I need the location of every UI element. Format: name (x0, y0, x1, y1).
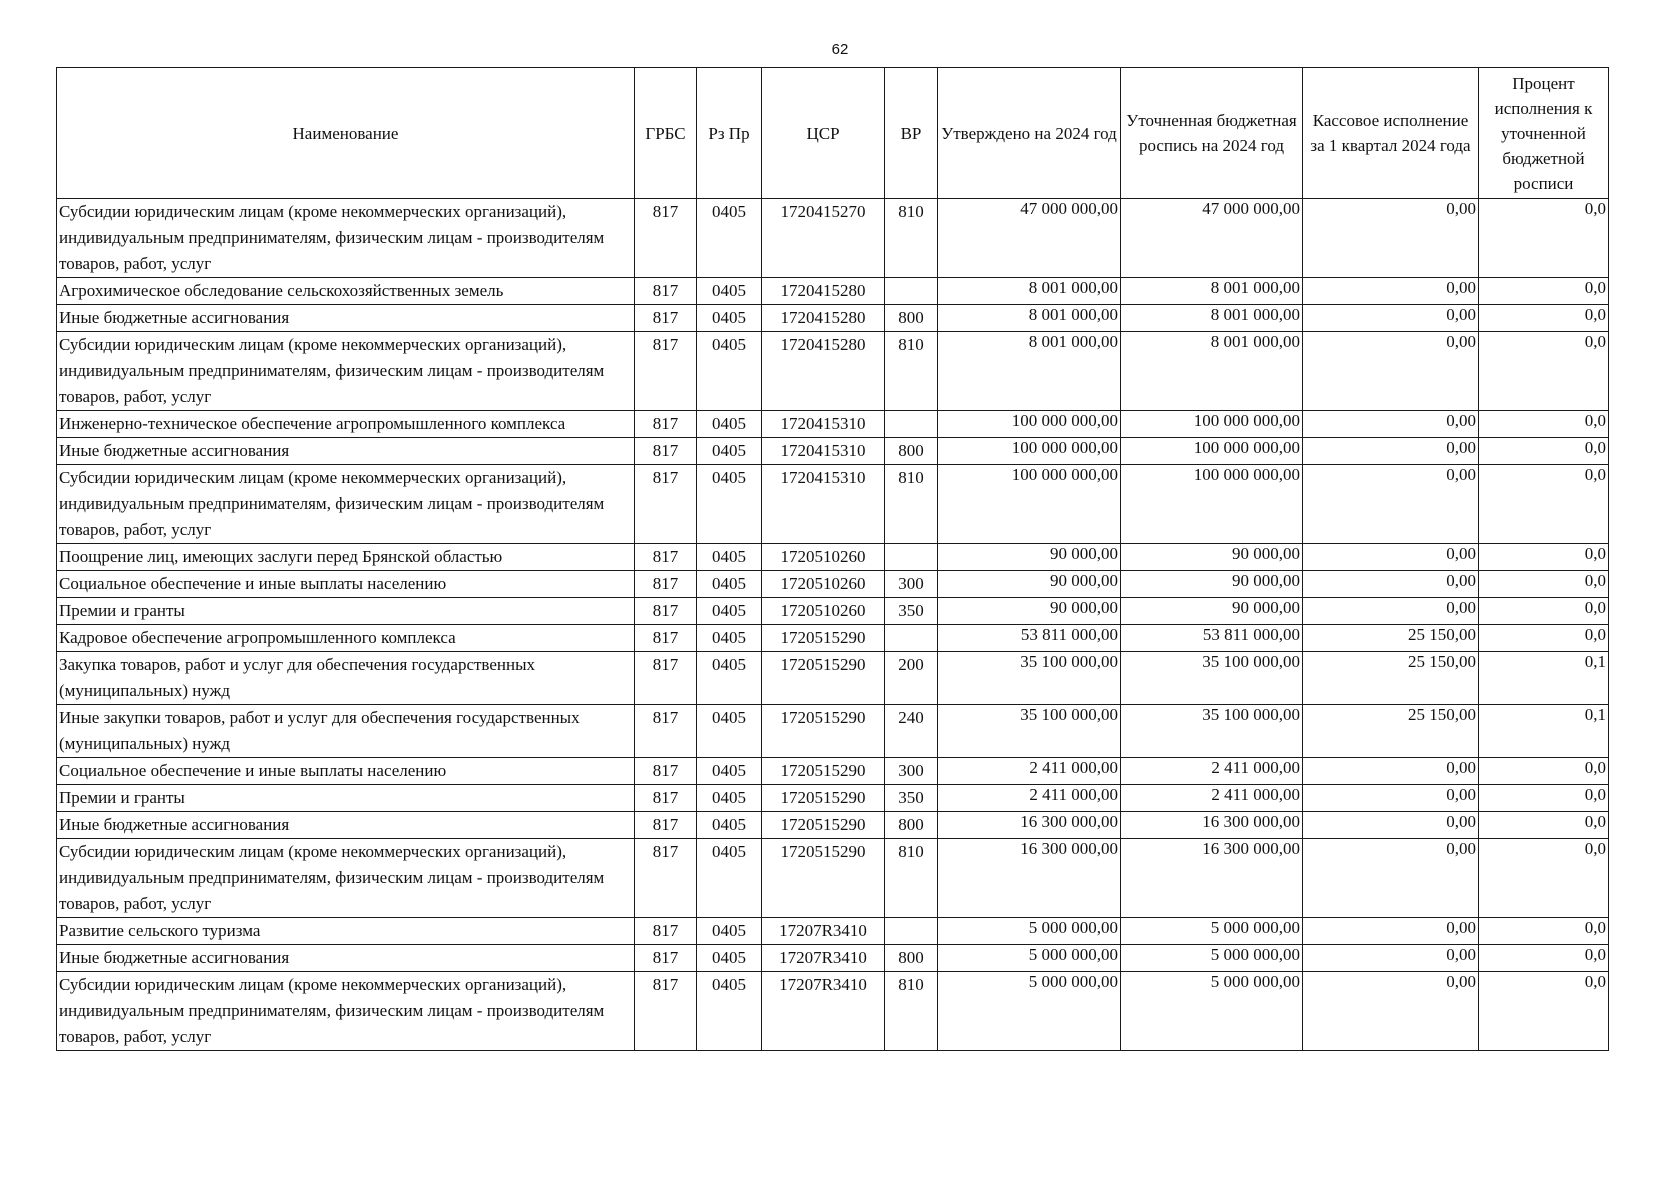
table-row (57, 278, 1609, 305)
cell-cash-value: 0,00 (1446, 332, 1476, 351)
cell-percent (1479, 438, 1609, 465)
cell-cash (1303, 918, 1479, 945)
table-row (57, 625, 1609, 652)
cell-percent (1479, 918, 1609, 945)
cell-csr: 1720415280 (762, 305, 885, 332)
col-header-vr: ВР (885, 68, 938, 199)
cell-refined-value: 5 000 000,00 (1210, 945, 1300, 964)
cell-vr: 810 (885, 839, 938, 918)
cell-percent (1479, 571, 1609, 598)
cell-refined (1121, 571, 1303, 598)
cell-csr: 17207R3410 (762, 918, 885, 945)
cell-refined-value: 90 000,00 (1232, 571, 1300, 590)
cell-cash (1303, 305, 1479, 332)
cell-cash (1303, 598, 1479, 625)
cell-refined-value: 90 000,00 (1232, 544, 1300, 563)
cell-name: Социальное обеспечение и иные выплаты населению (57, 758, 635, 785)
cell-approved-value: 100 000 000,00 (1011, 465, 1118, 484)
cell-refined (1121, 598, 1303, 625)
cell-cash-value: 0,00 (1446, 839, 1476, 858)
cell-percent (1479, 465, 1609, 544)
cell-cash (1303, 652, 1479, 705)
table-row (57, 438, 1609, 465)
cell-grbs: 817 (635, 812, 697, 839)
cell-name: Иные бюджетные ассигнования (57, 812, 635, 839)
cell-refined-value: 16 300 000,00 (1202, 812, 1300, 831)
cell-refined-value: 53 811 000,00 (1202, 625, 1300, 644)
cell-name: Премии и гранты (57, 785, 635, 812)
cell-approved (938, 571, 1121, 598)
cell-cash-value: 0,00 (1446, 199, 1476, 218)
col-header-refined: Уточненная бюджетная роспись на 2024 год (1121, 68, 1303, 199)
cell-cash (1303, 705, 1479, 758)
cell-percent (1479, 652, 1609, 705)
cell-cash (1303, 571, 1479, 598)
cell-percent (1479, 625, 1609, 652)
cell-refined-value: 2 411 000,00 (1211, 785, 1300, 804)
cell-cash (1303, 199, 1479, 278)
table-row (57, 758, 1609, 785)
table-row (57, 705, 1609, 758)
cell-approved (938, 465, 1121, 544)
table-row (57, 918, 1609, 945)
cell-name: Кадровое обеспечение агропромышленного комплекса (57, 625, 635, 652)
cell-rzpr: 0405 (697, 945, 762, 972)
cell-cash-value: 0,00 (1446, 785, 1476, 804)
cell-approved (938, 758, 1121, 785)
cell-rzpr: 0405 (697, 705, 762, 758)
cell-cash-value: 0,00 (1446, 544, 1476, 563)
cell-cash-value: 0,00 (1446, 918, 1476, 937)
cell-percent-value: 0,0 (1584, 972, 1606, 991)
cell-percent-value: 0,0 (1584, 411, 1606, 430)
cell-approved (938, 945, 1121, 972)
cell-grbs: 817 (635, 918, 697, 945)
cell-refined (1121, 839, 1303, 918)
cell-grbs: 817 (635, 278, 697, 305)
cell-vr: 810 (885, 972, 938, 1051)
cell-approved (938, 305, 1121, 332)
cell-cash-value: 0,00 (1446, 278, 1476, 297)
cell-approved-value: 90 000,00 (1050, 571, 1118, 590)
cell-vr (885, 625, 938, 652)
cell-approved (938, 625, 1121, 652)
cell-percent (1479, 598, 1609, 625)
cell-percent-value: 0,0 (1584, 305, 1606, 324)
cell-name: Иные бюджетные ассигнования (57, 945, 635, 972)
cell-rzpr: 0405 (697, 411, 762, 438)
cell-percent-value: 0,1 (1584, 705, 1606, 724)
cell-percent (1479, 705, 1609, 758)
cell-approved-value: 5 000 000,00 (1028, 945, 1118, 964)
col-header-approved: Утверждено на 2024 год (938, 68, 1121, 199)
col-header-rzpr: Рз Пр (697, 68, 762, 199)
cell-approved (938, 839, 1121, 918)
cell-percent-value: 0,0 (1584, 812, 1606, 831)
cell-percent-value: 0,0 (1584, 199, 1606, 218)
cell-approved-value: 8 001 000,00 (1028, 332, 1118, 351)
cell-cash (1303, 438, 1479, 465)
cell-percent-value: 0,0 (1584, 625, 1606, 644)
cell-approved (938, 918, 1121, 945)
cell-name: Иные бюджетные ассигнования (57, 305, 635, 332)
cell-name: Субсидии юридическим лицам (кроме некоммерческих организаций), индивидуальным предпринимателям, физическим лицам - производителям товаров, работ, услуг (57, 199, 635, 278)
cell-approved-value: 53 811 000,00 (1020, 625, 1118, 644)
cell-vr: 240 (885, 705, 938, 758)
cell-approved-value: 2 411 000,00 (1029, 785, 1118, 804)
cell-cash (1303, 785, 1479, 812)
cell-refined-value: 100 000 000,00 (1193, 438, 1300, 457)
cell-percent (1479, 278, 1609, 305)
table-row (57, 652, 1609, 705)
cell-approved-value: 16 300 000,00 (1020, 839, 1118, 858)
table-row (57, 972, 1609, 1051)
cell-grbs: 817 (635, 705, 697, 758)
cell-percent (1479, 411, 1609, 438)
page-number: 62 (831, 41, 849, 58)
cell-csr: 1720415280 (762, 278, 885, 305)
table-row (57, 465, 1609, 544)
cell-refined-value: 100 000 000,00 (1193, 465, 1300, 484)
cell-percent (1479, 812, 1609, 839)
cell-vr: 350 (885, 785, 938, 812)
cell-refined-value: 90 000,00 (1232, 598, 1300, 617)
table-row (57, 199, 1609, 278)
cell-percent-value: 0,0 (1584, 945, 1606, 964)
cell-grbs: 817 (635, 598, 697, 625)
cell-vr: 300 (885, 758, 938, 785)
cell-grbs: 817 (635, 945, 697, 972)
cell-vr: 810 (885, 465, 938, 544)
cell-percent (1479, 332, 1609, 411)
cell-vr: 300 (885, 571, 938, 598)
cell-cash-value: 0,00 (1446, 598, 1476, 617)
cell-approved-value: 35 100 000,00 (1020, 705, 1118, 724)
cell-refined (1121, 918, 1303, 945)
cell-cash-value: 25 150,00 (1408, 652, 1476, 671)
cell-refined (1121, 305, 1303, 332)
table-row (57, 544, 1609, 571)
col-header-csr: ЦСР (762, 68, 885, 199)
cell-percent-value: 0,0 (1584, 839, 1606, 858)
cell-approved-value: 2 411 000,00 (1029, 758, 1118, 777)
cell-refined (1121, 652, 1303, 705)
cell-percent-value: 0,0 (1584, 758, 1606, 777)
cell-cash (1303, 332, 1479, 411)
table-row (57, 411, 1609, 438)
cell-refined (1121, 705, 1303, 758)
cell-name: Субсидии юридическим лицам (кроме некоммерческих организаций), индивидуальным предпринимателям, физическим лицам - производителям товаров, работ, услуг (57, 972, 635, 1051)
cell-csr: 1720415310 (762, 411, 885, 438)
cell-approved (938, 544, 1121, 571)
cell-percent (1479, 785, 1609, 812)
cell-refined-value: 35 100 000,00 (1202, 705, 1300, 724)
cell-csr: 1720515290 (762, 705, 885, 758)
cell-rzpr: 0405 (697, 305, 762, 332)
cell-refined-value: 8 001 000,00 (1210, 278, 1300, 297)
cell-grbs: 817 (635, 199, 697, 278)
cell-approved (938, 598, 1121, 625)
col-header-grbs: ГРБС (635, 68, 697, 199)
cell-vr: 810 (885, 199, 938, 278)
table-body (57, 199, 1609, 1051)
cell-cash (1303, 945, 1479, 972)
cell-refined (1121, 945, 1303, 972)
cell-cash (1303, 278, 1479, 305)
cell-rzpr: 0405 (697, 465, 762, 544)
cell-refined-value: 47 000 000,00 (1202, 199, 1300, 218)
cell-vr (885, 411, 938, 438)
table-row (57, 785, 1609, 812)
cell-approved (938, 199, 1121, 278)
table-row (57, 332, 1609, 411)
cell-refined (1121, 465, 1303, 544)
cell-refined-value: 5 000 000,00 (1210, 972, 1300, 991)
cell-refined (1121, 332, 1303, 411)
cell-refined (1121, 758, 1303, 785)
cell-rzpr: 0405 (697, 332, 762, 411)
cell-name: Агрохимическое обследование сельскохозяйственных земель (57, 278, 635, 305)
cell-cash (1303, 839, 1479, 918)
cell-cash-value: 0,00 (1446, 465, 1476, 484)
cell-refined (1121, 625, 1303, 652)
cell-approved-value: 8 001 000,00 (1028, 305, 1118, 324)
cell-cash-value: 25 150,00 (1408, 625, 1476, 644)
cell-vr (885, 918, 938, 945)
col-header-name: Наименование (57, 68, 635, 199)
cell-approved-value: 5 000 000,00 (1028, 918, 1118, 937)
budget-execution-table (56, 67, 1609, 1051)
table-row (57, 945, 1609, 972)
cell-name: Субсидии юридическим лицам (кроме некоммерческих организаций), индивидуальным предпринимателям, физическим лицам - производителям товаров, работ, услуг (57, 465, 635, 544)
cell-csr: 1720415310 (762, 438, 885, 465)
table-row (57, 305, 1609, 332)
cell-rzpr: 0405 (697, 199, 762, 278)
cell-csr: 1720510260 (762, 598, 885, 625)
cell-csr: 1720515290 (762, 758, 885, 785)
table-row (57, 812, 1609, 839)
cell-rzpr: 0405 (697, 438, 762, 465)
cell-grbs: 817 (635, 972, 697, 1051)
cell-vr: 800 (885, 945, 938, 972)
cell-percent (1479, 305, 1609, 332)
cell-refined (1121, 812, 1303, 839)
cell-csr: 1720415310 (762, 465, 885, 544)
cell-refined (1121, 278, 1303, 305)
table-row (57, 598, 1609, 625)
cell-cash-value: 0,00 (1446, 972, 1476, 991)
cell-refined (1121, 199, 1303, 278)
cell-refined-value: 5 000 000,00 (1210, 918, 1300, 937)
cell-approved (938, 411, 1121, 438)
cell-csr: 1720515290 (762, 839, 885, 918)
cell-refined-value: 8 001 000,00 (1210, 332, 1300, 351)
cell-approved-value: 90 000,00 (1050, 544, 1118, 563)
cell-cash-value: 25 150,00 (1408, 705, 1476, 724)
cell-cash-value: 0,00 (1446, 411, 1476, 430)
cell-vr: 350 (885, 598, 938, 625)
cell-cash-value: 0,00 (1446, 438, 1476, 457)
cell-grbs: 817 (635, 411, 697, 438)
cell-refined (1121, 411, 1303, 438)
cell-grbs: 817 (635, 785, 697, 812)
cell-approved (938, 332, 1121, 411)
cell-name: Субсидии юридическим лицам (кроме некоммерческих организаций), индивидуальным предпринимателям, физическим лицам - производителям товаров, работ, услуг (57, 332, 635, 411)
cell-approved (938, 438, 1121, 465)
cell-grbs: 817 (635, 652, 697, 705)
cell-grbs: 817 (635, 839, 697, 918)
cell-grbs: 817 (635, 758, 697, 785)
cell-rzpr: 0405 (697, 278, 762, 305)
cell-vr (885, 278, 938, 305)
cell-csr: 1720515290 (762, 625, 885, 652)
cell-vr: 810 (885, 332, 938, 411)
cell-percent (1479, 758, 1609, 785)
cell-grbs: 817 (635, 465, 697, 544)
cell-refined-value: 8 001 000,00 (1210, 305, 1300, 324)
cell-approved-value: 8 001 000,00 (1028, 278, 1118, 297)
cell-percent (1479, 972, 1609, 1051)
cell-rzpr: 0405 (697, 972, 762, 1051)
cell-name: Развитие сельского туризма (57, 918, 635, 945)
cell-rzpr: 0405 (697, 918, 762, 945)
cell-approved (938, 812, 1121, 839)
cell-cash (1303, 465, 1479, 544)
cell-percent (1479, 199, 1609, 278)
cell-refined (1121, 544, 1303, 571)
cell-name: Социальное обеспечение и иные выплаты населению (57, 571, 635, 598)
cell-approved-value: 5 000 000,00 (1028, 972, 1118, 991)
cell-percent-value: 0,0 (1584, 571, 1606, 590)
cell-percent-value: 0,0 (1584, 918, 1606, 937)
cell-vr: 800 (885, 305, 938, 332)
cell-cash (1303, 812, 1479, 839)
cell-approved (938, 705, 1121, 758)
table-row (57, 839, 1609, 918)
cell-approved-value: 90 000,00 (1050, 598, 1118, 617)
cell-csr: 1720415280 (762, 332, 885, 411)
col-header-cash: Кассовое исполнение за 1 квартал 2024 года (1303, 68, 1479, 199)
cell-cash-value: 0,00 (1446, 945, 1476, 964)
cell-cash-value: 0,00 (1446, 571, 1476, 590)
cell-percent-value: 0,0 (1584, 465, 1606, 484)
cell-cash-value: 0,00 (1446, 305, 1476, 324)
cell-grbs: 817 (635, 571, 697, 598)
cell-vr: 800 (885, 812, 938, 839)
cell-cash (1303, 544, 1479, 571)
cell-csr: 1720510260 (762, 544, 885, 571)
col-header-percent: Процент исполнения к уточненной бюджетной росписи (1479, 68, 1609, 199)
table-row (57, 571, 1609, 598)
cell-csr: 1720515290 (762, 652, 885, 705)
cell-approved (938, 652, 1121, 705)
cell-percent-value: 0,0 (1584, 598, 1606, 617)
cell-grbs: 817 (635, 625, 697, 652)
cell-grbs: 817 (635, 332, 697, 411)
cell-refined (1121, 438, 1303, 465)
cell-rzpr: 0405 (697, 758, 762, 785)
cell-csr: 1720515290 (762, 785, 885, 812)
cell-percent (1479, 544, 1609, 571)
cell-grbs: 817 (635, 305, 697, 332)
cell-cash (1303, 625, 1479, 652)
cell-approved-value: 35 100 000,00 (1020, 652, 1118, 671)
cell-grbs: 817 (635, 438, 697, 465)
cell-cash (1303, 758, 1479, 785)
cell-vr (885, 544, 938, 571)
table-header-row (57, 68, 1609, 199)
cell-percent-value: 0,0 (1584, 438, 1606, 457)
cell-csr: 1720510260 (762, 571, 885, 598)
cell-percent (1479, 839, 1609, 918)
cell-rzpr: 0405 (697, 598, 762, 625)
cell-percent-value: 0,1 (1584, 652, 1606, 671)
cell-vr: 800 (885, 438, 938, 465)
cell-rzpr: 0405 (697, 625, 762, 652)
cell-refined-value: 35 100 000,00 (1202, 652, 1300, 671)
cell-name: Закупка товаров, работ и услуг для обеспечения государственных (муниципальных) нужд (57, 652, 635, 705)
cell-refined-value: 2 411 000,00 (1211, 758, 1300, 777)
cell-vr: 200 (885, 652, 938, 705)
cell-cash (1303, 411, 1479, 438)
cell-grbs: 817 (635, 544, 697, 571)
cell-approved-value: 100 000 000,00 (1011, 411, 1118, 430)
cell-approved-value: 100 000 000,00 (1011, 438, 1118, 457)
cell-refined (1121, 972, 1303, 1051)
cell-rzpr: 0405 (697, 571, 762, 598)
cell-csr: 1720515290 (762, 812, 885, 839)
cell-approved (938, 785, 1121, 812)
cell-percent (1479, 945, 1609, 972)
cell-percent-value: 0,0 (1584, 332, 1606, 351)
cell-rzpr: 0405 (697, 544, 762, 571)
cell-approved-value: 16 300 000,00 (1020, 812, 1118, 831)
cell-csr: 1720415270 (762, 199, 885, 278)
cell-approved-value: 47 000 000,00 (1020, 199, 1118, 218)
cell-name: Премии и гранты (57, 598, 635, 625)
cell-rzpr: 0405 (697, 812, 762, 839)
cell-percent-value: 0,0 (1584, 544, 1606, 563)
cell-rzpr: 0405 (697, 652, 762, 705)
cell-approved (938, 278, 1121, 305)
cell-name: Субсидии юридическим лицам (кроме некоммерческих организаций), индивидуальным предпринимателям, физическим лицам - производителям товаров, работ, услуг (57, 839, 635, 918)
cell-cash (1303, 972, 1479, 1051)
cell-cash-value: 0,00 (1446, 758, 1476, 777)
cell-name: Иные закупки товаров, работ и услуг для обеспечения государственных (муниципальных) нужд (57, 705, 635, 758)
cell-name: Инженерно-техническое обеспечение агропромышленного комплекса (57, 411, 635, 438)
cell-csr: 17207R3410 (762, 945, 885, 972)
cell-name: Иные бюджетные ассигнования (57, 438, 635, 465)
cell-percent-value: 0,0 (1584, 785, 1606, 804)
cell-refined-value: 16 300 000,00 (1202, 839, 1300, 858)
cell-name: Поощрение лиц, имеющих заслуги перед Брянской областью (57, 544, 635, 571)
cell-rzpr: 0405 (697, 839, 762, 918)
cell-percent-value: 0,0 (1584, 278, 1606, 297)
cell-csr: 17207R3410 (762, 972, 885, 1051)
cell-cash-value: 0,00 (1446, 812, 1476, 831)
cell-refined-value: 100 000 000,00 (1193, 411, 1300, 430)
cell-refined (1121, 785, 1303, 812)
cell-approved (938, 972, 1121, 1051)
cell-rzpr: 0405 (697, 785, 762, 812)
